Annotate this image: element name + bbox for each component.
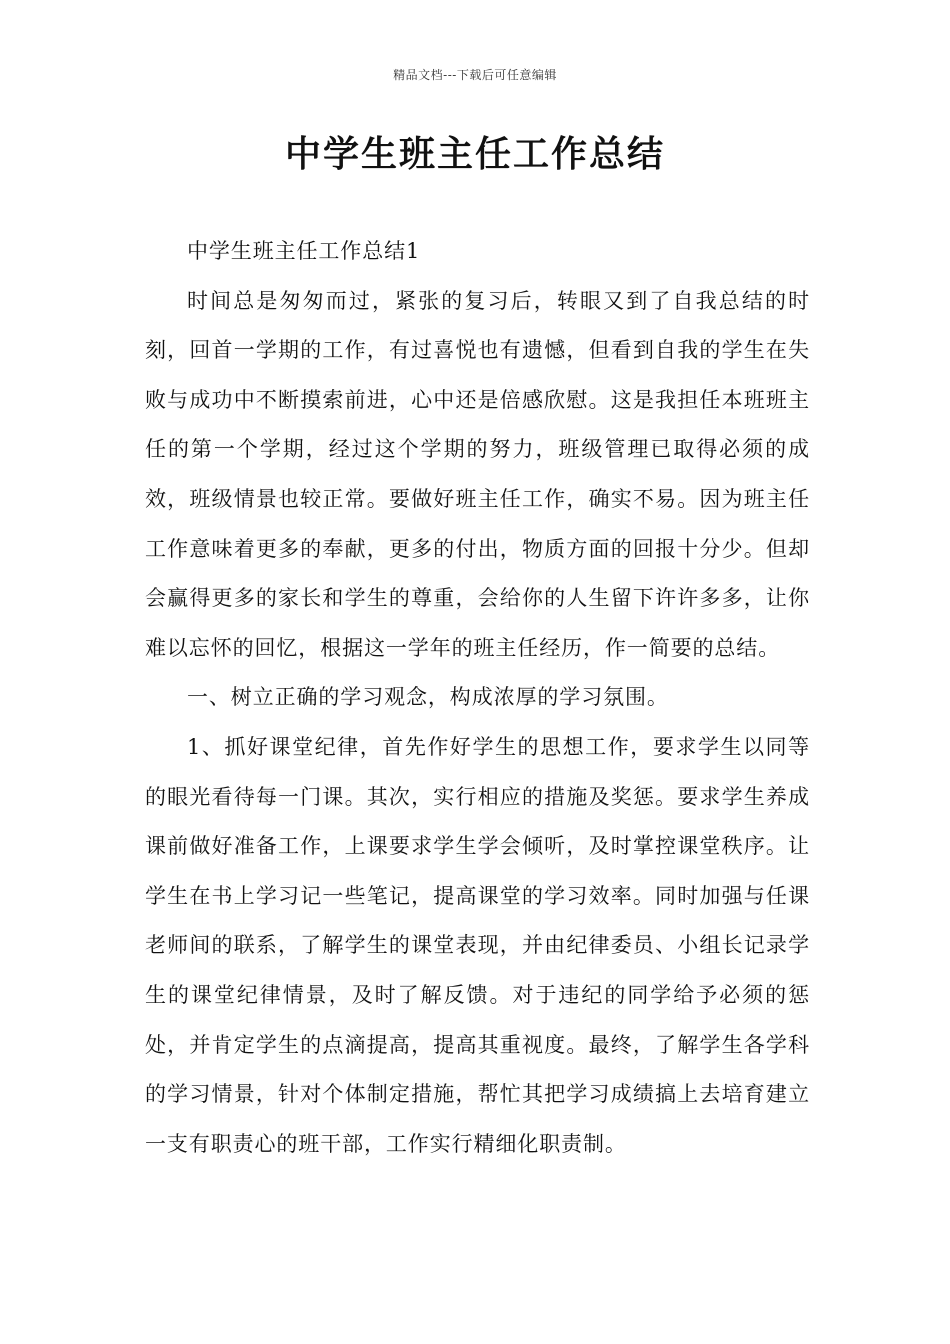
body-paragraph: 时间总是匆匆而过，紧张的复习后，转眼又到了自我总结的时刻，回首一学期的工作，有过喜悦也有遗憾，但看到自我的学生在失败与成功中不断摸索前进，心中还是倍感欣慰。这是我担任本班班主任的第一个学期，经过这个学期的努力，班级管理已取得必须的成效，班级情景也较正常。要做好班主任工作，确实不易。因为班主任工作意味着更多的奉献，更多的付出，物质方面的回报十分少。但却会赢得更多的家长和学生的尊重，会给你的人生留下许许多多，让你难以忘怀的回忆，根据这一学年的班主任经历，作一简要的总结。 [145,288,810,660]
document-title: 中学生班主任工作总结 [284,134,665,175]
document-body [145,227,810,1169]
section-heading: 中学生班主任工作总结1 [187,239,421,263]
subsection-heading: 一、树立正确的学习观念，构成浓厚的学习氛围。 [187,685,669,710]
body-paragraph: 1、抓好课堂纪律，首先作好学生的思想工作，要求学生以同等的眼光看待每一门课。其次，实行相应的措施及奖惩。要求学生养成课前做好准备工作，上课要求学生学会倾听，及时掌控课堂秩序。让学生在书上学习记一些笔记，提高课堂的学习效率。同时加强与任课老师间的联系，了解学生的课堂表现，并由纪律委员、小组长记录学生的课堂纪律情景，及时了解反馈。对于违纪的同学给予必须的惩处，并肯定学生的点滴提高，提高其重视度。最终，了解学生各学科的学习情景，针对个体制定措施，帮忙其把学习成绩搞上去培育建立一支有职责心的班干部，工作实行精细化职责制。 [145,734,810,1156]
header-note: 精品文档---下载后可任意编辑 [393,68,557,82]
